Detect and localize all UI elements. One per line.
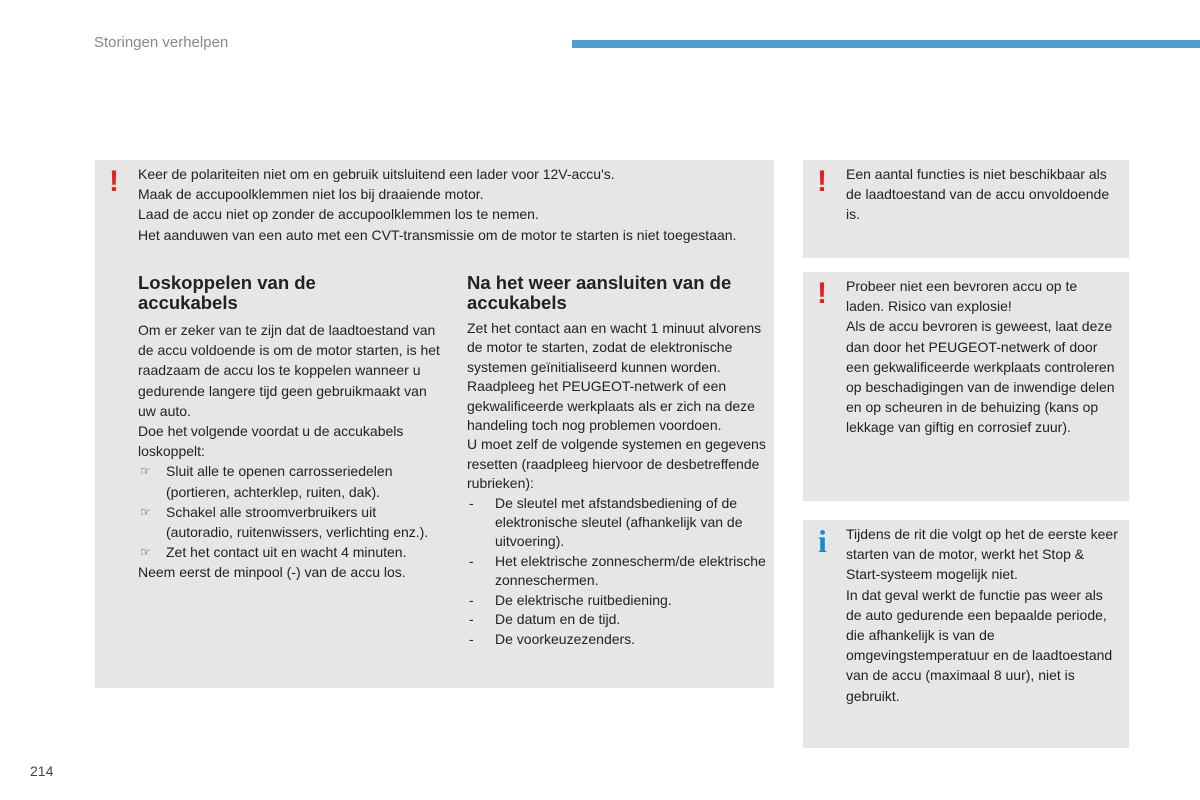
dash-marker: - — [469, 630, 474, 647]
warning-line: Laad de accu niet op zonder de accupoolklemmen los te nemen. — [138, 206, 539, 223]
warning-exclamation-icon: ! — [817, 277, 827, 310]
reconnect-section — [467, 319, 767, 649]
list-item-text: De datum en de tijd. — [495, 611, 621, 628]
list-item — [138, 542, 440, 562]
pointing-hand-icon: ☞ — [140, 464, 151, 479]
dash-marker: - — [469, 494, 474, 511]
warning-exclamation-icon: ! — [109, 165, 119, 198]
list-item — [467, 630, 767, 649]
disconnect-intro: Om er zeker van te zijn dat de laadtoestand van de accu voldoende is om de motor starten, is het raadzaam de accu los te koppelen wanneer u gedurende langere tijd geen gebruikmaakt van uw auto. — [138, 322, 440, 419]
list-item — [138, 461, 440, 501]
list-item-text: Schakel alle stroomverbruikers uit (autoradio, ruitenwissers, verlichting enz.). — [166, 503, 429, 541]
reconnect-p1: Zet het contact aan en wacht 1 minuut alvorens de motor te starten, zodat de elektronische systemen geïnitialiseerd kunnen worden. — [467, 320, 762, 375]
pointing-hand-icon: ☞ — [140, 504, 151, 519]
header-accent-bar — [572, 40, 1200, 48]
info-icon: i — [818, 523, 827, 559]
functions-warning-text: Een aantal functies is niet beschikbaar als de laadtoestand van de accu onvoldoende is. — [846, 166, 1110, 223]
list-item-text: De sleutel met afstandsbediening of de elektronische sleutel (afhankelijk van de uitvoering). — [495, 494, 743, 550]
stop-start-line1: Tijdens de rit die volgt op het de eerste keer starten van de motor, werkt het Stop & Start-systeem mogelijk niet. — [846, 526, 1118, 583]
disconnect-intro2: Doe het volgende voordat u de accukabels loskoppelt: — [138, 423, 404, 460]
warning-line: Het aanduwen van een auto met een CVT-transmissie om de motor te starten is niet toegestaan. — [138, 226, 737, 243]
list-item-text: De voorkeuzezenders. — [495, 630, 636, 647]
dash-marker: - — [469, 591, 474, 608]
list-item — [138, 502, 440, 542]
list-item — [467, 494, 767, 552]
page-number: 214 — [30, 763, 54, 779]
reconnect-p3: U moet zelf de volgende systemen en gegevens resetten (raadpleeg hiervoor de desbetreffende rubrieken): — [467, 436, 766, 492]
list-item-text: Het elektrische zonnescherm/de elektrische zonneschermen. — [495, 552, 766, 589]
warning-line: Maak de accupoolklemmen niet los bij draaiende motor. — [138, 186, 484, 203]
dash-marker: - — [469, 611, 474, 628]
frozen-battery-warning-text — [846, 276, 1118, 438]
list-item — [467, 610, 767, 629]
main-warning-text — [138, 164, 758, 245]
stop-start-info-text — [846, 524, 1118, 706]
page-header-title: Storingen verhelpen — [94, 34, 229, 51]
list-item-text: De elektrische ruitbediening. — [495, 591, 672, 608]
list-item — [467, 552, 767, 591]
reconnect-p2: Raadpleeg het PEUGEOT-netwerk of een gekwalificeerde werkplaats als er zich na deze handeling toch nog problemen voordoen. — [467, 378, 755, 434]
reconnect-heading: Na het weer aansluiten van de accukabels — [467, 272, 732, 313]
pointing-hand-icon: ☞ — [140, 545, 151, 560]
list-item — [467, 591, 767, 610]
list-item-text: Sluit alle te openen carrosseriedelen (portieren, achterklep, ruiten, dak). — [166, 463, 393, 500]
warning-exclamation-icon: ! — [817, 165, 827, 198]
dash-marker: - — [469, 552, 474, 569]
disconnect-heading: Loskoppelen van de accukabels — [138, 272, 316, 313]
list-item-text: Zet het contact uit en wacht 4 minuten. — [166, 544, 407, 561]
frozen-battery-line2: Als de accu bevroren is geweest, laat deze dan door het PEUGEOT-netwerk of door een gekwalificeerde werkplaats controleren op beschadigingen van de inwendige delen en op scheuren in de behuizing (kans op lekkage van giftig en corrosief zuur). — [846, 318, 1115, 436]
disconnect-outro: Neem eerst de minpool (-) van de accu los. — [138, 564, 406, 581]
disconnect-section — [138, 320, 440, 583]
warning-line: Keer de polariteiten niet om en gebruik uitsluitend een lader voor 12V-accu's. — [138, 166, 615, 182]
stop-start-line2: In dat geval werkt de functie pas weer als de auto gedurende een bepaalde periode, die afhankelijk is van de omgevingstemperatuur en de laadtoestand van de accu (maximaal 8 uur), niet is gebruikt. — [846, 586, 1113, 704]
frozen-battery-line1: Probeer niet een bevroren accu op te laden. Risico van explosie! — [846, 278, 1078, 315]
